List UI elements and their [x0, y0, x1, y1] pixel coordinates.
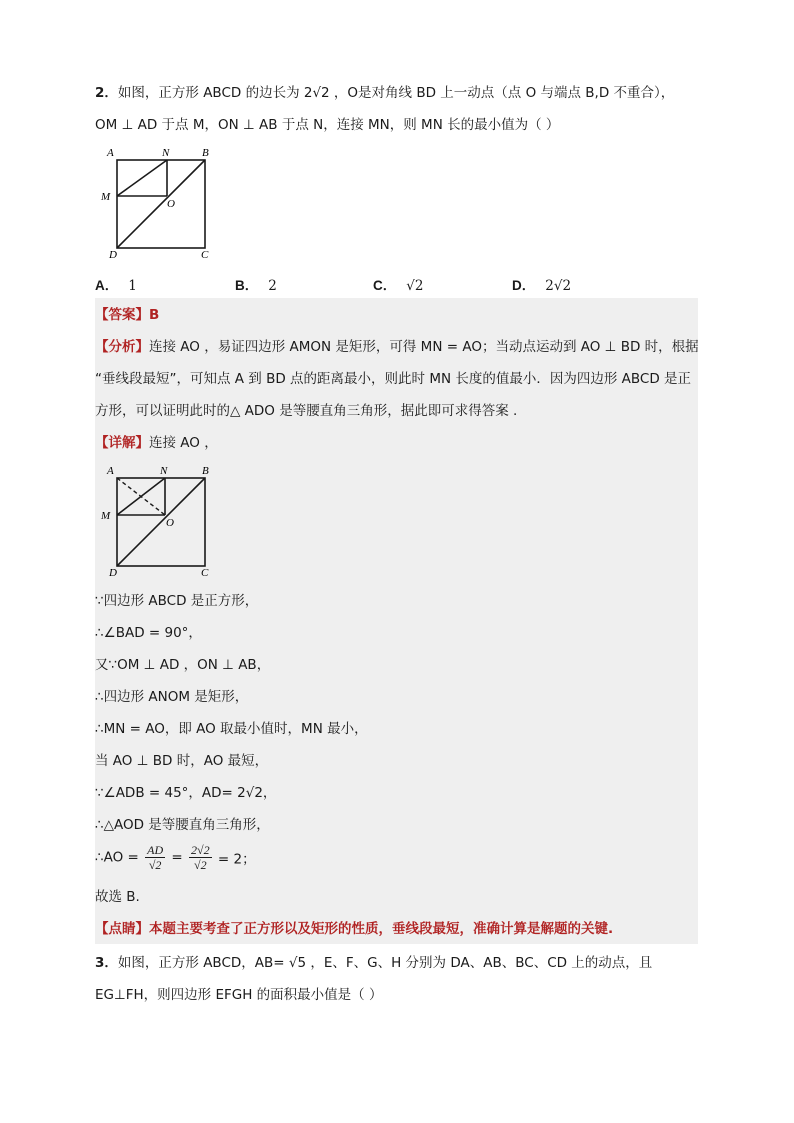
- question-text: OM ⊥ AD 于点 M，ON ⊥ AB 于点 N，连接 MN，则 MN 长的最小值为（ ）: [95, 117, 560, 133]
- label-m: M: [101, 510, 111, 522]
- analysis-line-1: 【分析】连接 AO ，易证四边形 AMON 是矩形，可得 MN = AO；当动点运动到 AO ⊥ BD 时，根据: [95, 339, 699, 355]
- label-c: C: [201, 249, 209, 261]
- question-3-line-1: [95, 953, 652, 973]
- diagonal-bd: [117, 160, 205, 248]
- option-b[interactable]: B． 2: [235, 278, 277, 294]
- label-n: N: [160, 465, 168, 477]
- label-n: N: [162, 147, 170, 159]
- label-o: O: [167, 198, 175, 210]
- detail-step-6: 当 AO ⊥ BD 时，AO 最短，: [95, 753, 269, 769]
- detail-step-8: ∴△AOD 是等腰直角三角形，: [95, 817, 270, 833]
- detail-step-5: ∴MN = AO，即 AO 取最小值时，MN 最小，: [95, 721, 368, 737]
- square-figure-2: [95, 460, 225, 585]
- question-text: 如图，正方形 ABCD，AB= √5 ，E、F、G、H 分别为 DA、AB、BC、CD 上的动点，且: [117, 955, 653, 971]
- square-figure-1: [95, 140, 225, 265]
- diagonal-bd: [117, 478, 205, 566]
- analysis-line-3: 方形，可以证明此时的△ ADO 是等腰直角三角形，据此即可求得答案 .: [95, 403, 518, 419]
- label-m: M: [101, 191, 111, 203]
- question-number: 3．: [95, 955, 118, 971]
- detail-step-4: ∴四边形 ANOM 是矩形，: [95, 689, 249, 705]
- option-a[interactable]: A． 1: [95, 278, 137, 294]
- label-b: B: [202, 147, 209, 159]
- label-a: A: [107, 147, 114, 159]
- segment-mn: [117, 160, 167, 196]
- question-text: 如图，正方形 ABCD 的边长为 2√2 ，O是对角线 BD 上一动点（点 O 与端点 B,D 不重合），: [117, 85, 675, 101]
- detail-calc: ∴AO = $\frac{AD}{√2}$ = $\frac{2√2}{√2}$ = 2；: [95, 843, 256, 872]
- detail-step-2: ∴∠BAD = 90°，: [95, 625, 202, 641]
- label-d: D: [109, 249, 117, 261]
- answer-line: 【答案】B: [95, 307, 160, 323]
- question-2-line-2: [95, 115, 559, 135]
- analysis-line-2: “垂线段最短”，可知点 A 到 BD 点的距离最小，则此时 MN 长度的值最小．因为四边形 ABCD 是正: [95, 371, 692, 387]
- question-3-line-2: [95, 985, 382, 1005]
- detail-step-3: 又∵OM ⊥ AD ，ON ⊥ AB，: [95, 657, 271, 673]
- option-d[interactable]: D． 2√2: [512, 278, 572, 294]
- comment-line: 【点睛】本题主要考查了正方形以及矩形的性质，垂线段最短，准确计算是解题的关键.: [95, 921, 614, 937]
- label-a: A: [107, 465, 114, 477]
- detail-choose: 故选 B.: [95, 889, 140, 905]
- detail-step-7: ∵∠ADB = 45°，AD= 2√2，: [95, 785, 277, 801]
- label-c: C: [201, 567, 209, 579]
- detail-intro: 【详解】连接 AO ，: [95, 435, 218, 451]
- fraction-ad-over-root2: $\frac{AD}{√2}$: [147, 843, 164, 872]
- answer-value: B: [149, 307, 160, 323]
- fraction-2root2-over-root2: $\frac{2√2}{√2}$: [191, 843, 210, 872]
- label-d: D: [109, 567, 117, 579]
- label-b: B: [202, 465, 209, 477]
- label-o: O: [166, 517, 174, 529]
- question-2-line-1: [95, 83, 674, 103]
- detail-step-1: ∵四边形 ABCD 是正方形，: [95, 593, 259, 609]
- question-number: 2．: [95, 85, 118, 101]
- option-c[interactable]: C． √2: [373, 278, 424, 294]
- question-text: EG⊥FH，则四边形 EFGH 的面积最小值是（ ）: [95, 987, 383, 1003]
